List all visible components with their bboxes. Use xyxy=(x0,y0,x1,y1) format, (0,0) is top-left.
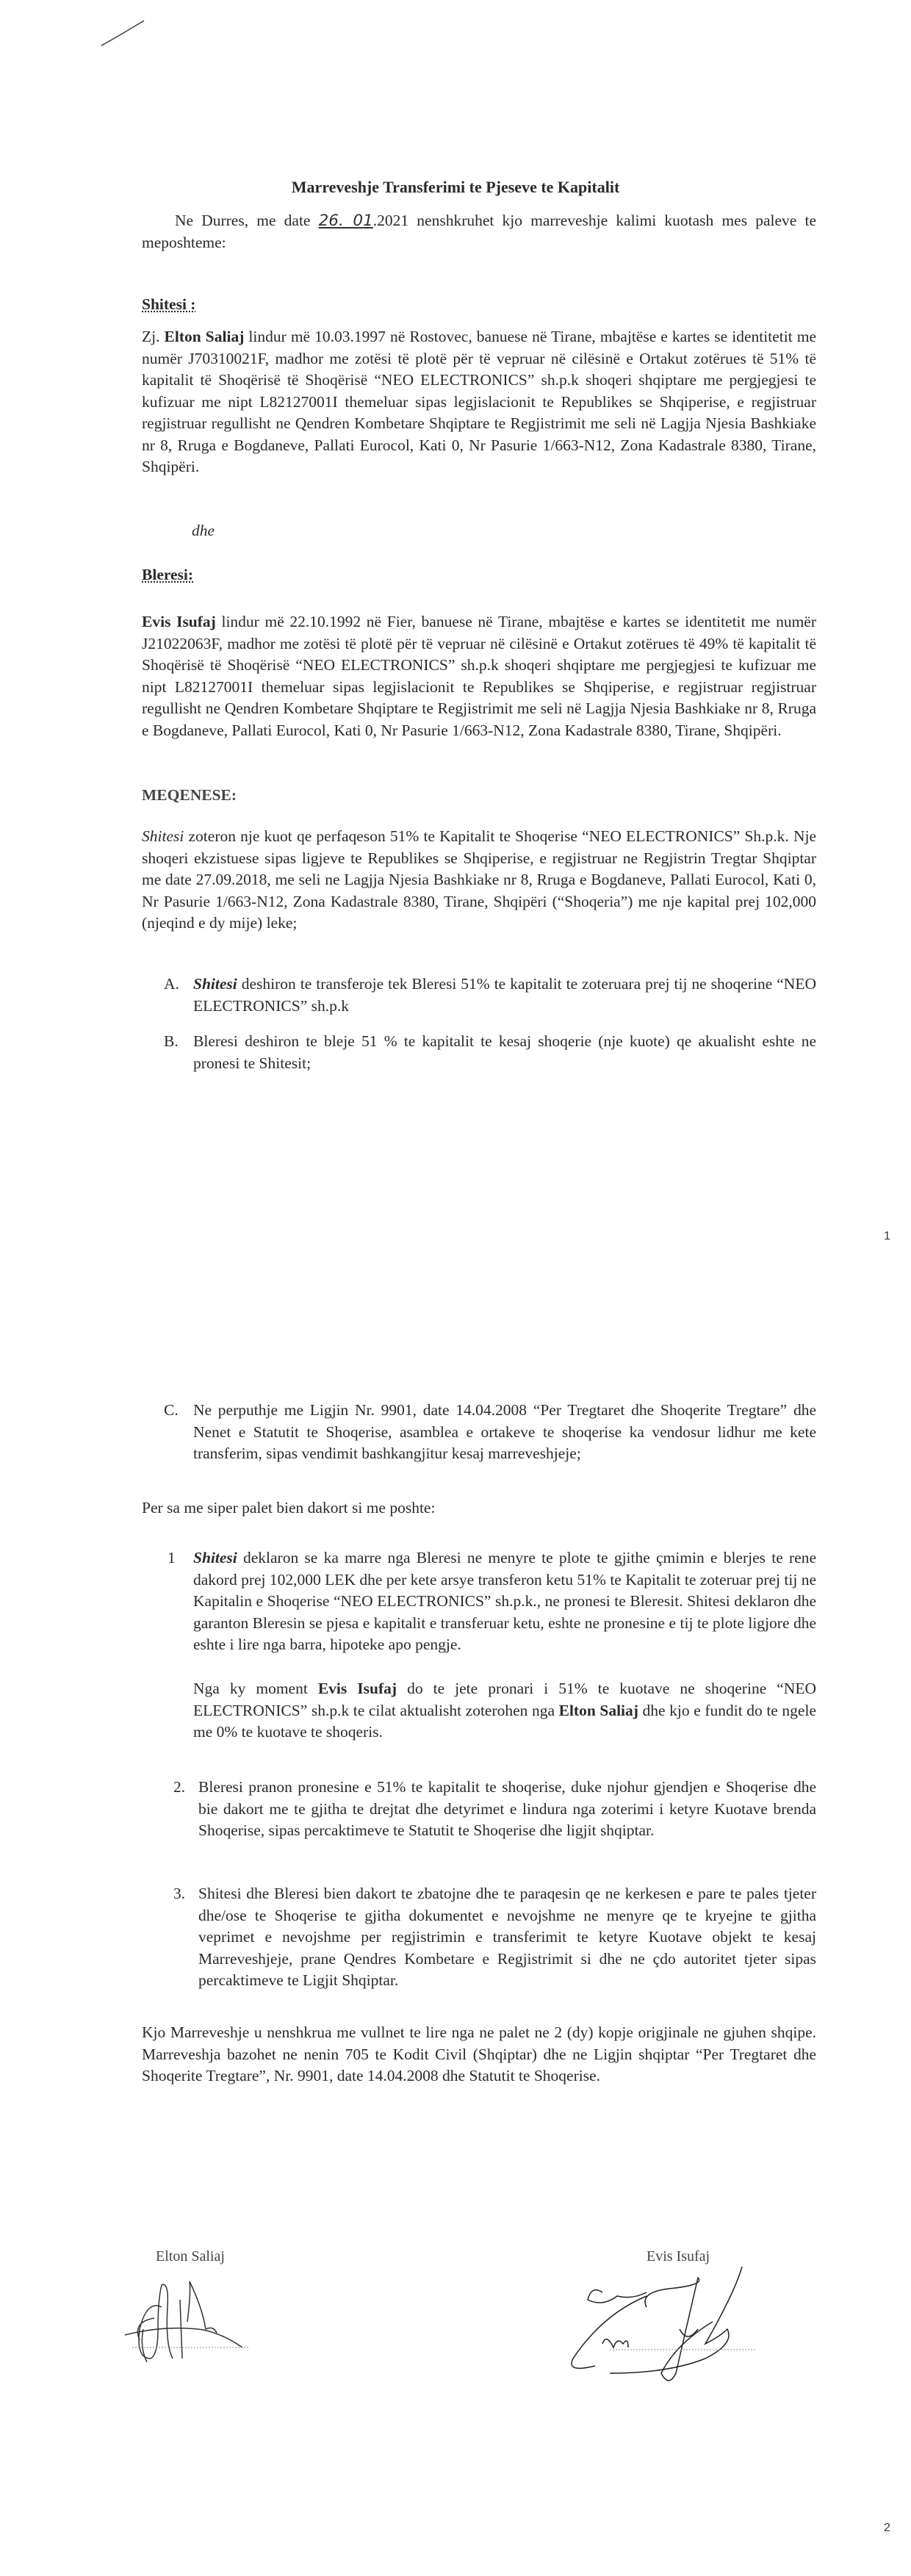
text-segment: Shitesi dhe Bleresi bien dakort te zbatojne dhe te paraqesin qe ne kerkesen e pare te pales tjeter dhe/ose te Shoqerise te gjitha dokumentet e nevojshme ne menyre qe te kryejne te gjitha veprimet e nevojshme per regjistrimin e transferimit te ketyre Kuotave objekt te kesaj Marreveshjeje, prane Qendres Kombetare e Regjistrimit si dhe ne çdo autoritet tjeter sipas percaktimeve te Ligjit Shqiptar. xyxy=(198,1885,816,1989)
text-segment: lindur më 10.03.1997 në Rostovec, banuese në Tirane, mbajtëse e kartes se identitetit me numër J70310021F, madhor me zotësi të plotë për të vepruar në cilësinë e Ortakut zotërues të 51% të kapitalit të Shoqërisë të Shoqërisë “NEO ELECTRONICS” sh.p.k shoqeri shqiptare me pergjegjesi te kufizuar me nipt L82127001I themeluar sipas legjislacionit te Republikes se Shqiperise, e regjistruar regjistruar regullisht ne Qendren Kombetare Shqiptare te Regjistrimit me seli në Lagjja Njesia Bashkiake nr 8, Rruga e Bogdaneve, Pallati Eurocol, Kati 0, Nr Pasurie 1/663-N12, Zona Kadastrale 8380, Tirane, Shqipëri. xyxy=(142,328,817,475)
buyer-heading: Bleresi: xyxy=(142,566,194,583)
item-marker-b: B. xyxy=(164,1032,179,1050)
clause-marker-3: 3. xyxy=(173,1885,186,1902)
seller-paragraph xyxy=(142,326,816,478)
intro-paragraph xyxy=(142,210,816,253)
clause-1 xyxy=(193,1547,816,1656)
buyer-signature-name: Evis Isufaj xyxy=(647,2248,710,2264)
item-marker-a: A. xyxy=(164,975,179,993)
item-marker-c: C. xyxy=(164,1401,179,1419)
text-segment: Shitesi xyxy=(142,827,184,845)
seller-signature-name: Elton Saliaj xyxy=(156,2248,225,2264)
text-segment: deshiron te transferoje tek Bleresi 51% te kapitalit te zoteruara prej tij ne shoqerine “NEO ELECTRONICS” sh.p.k xyxy=(193,975,816,1015)
text-segment: Ne perputhje me Ligjin Nr. 9901, date 14.04.2008 “Per Tregtaret dhe Shoqerite Tregtare” dhe Nenet e Statutit te Shoqerise, asamblea e ortakeve te shoqerise ka vendosur lidhur me kete transferim, sipas vendimit bashkangjitur kesaj marreveshjeje; xyxy=(193,1401,816,1462)
clause-3 xyxy=(198,1883,816,1992)
page-number-1: 1 xyxy=(884,1230,890,1242)
text-segment: Bleresi pranon pronesine e 51% te kapitalit te shoqerise, duke njohur gjendjen e Shoqerise dhe bie dakort me te gjitha te drejtat dhe detyrimet e lindura nga zoterimi i ketyre Kuotave brenda Shoqerise, sipas percaktimeve te Statutit te Shoqerise dhe ligjit shqiptar. xyxy=(198,1778,816,1839)
party-name: Elton Saliaj xyxy=(558,1701,638,1719)
seller-signature xyxy=(118,2278,264,2388)
intro-date-year: .2021 xyxy=(372,212,409,229)
handwritten-date: 26. 01 xyxy=(318,212,373,230)
party-name: Elton Saliaj xyxy=(164,328,245,345)
party-name: Evis Isufaj xyxy=(142,613,216,630)
clause-marker-1: 1 xyxy=(168,1549,176,1566)
intro-after: nenshkruhet kjo marreveshje kalimi kuotash mes paleve te meposhteme: xyxy=(142,212,816,251)
text-segment: dhe kjo e fundit do te ngele me 0% te kuotave te shoqeris. xyxy=(193,1701,816,1741)
text-segment: do te jete pronari i 51% te kuotave ne shoqerine “NEO ELECTRONICS” sh.p.k te cilat aktualisht zoterohen nga xyxy=(193,1680,816,1719)
intro-before: Ne Durres, me date xyxy=(175,212,319,229)
whereas-item-c xyxy=(193,1400,816,1465)
text-segment: Bleresi deshiron te bleje 51 % te kapitalit te kesaj shoqerie (nje kuote) qe akualisht eshte ne pronesi te Shitesit; xyxy=(193,1032,816,1072)
buyer-signature xyxy=(558,2263,793,2388)
party-name: Evis Isufaj xyxy=(317,1680,397,1697)
whereas-item-a xyxy=(193,974,816,1017)
buyer-paragraph xyxy=(142,611,816,741)
page-number-2: 2 xyxy=(884,2522,890,2534)
document-title: Marreveshje Transferimi te Pjeseve te Kapitalit xyxy=(291,178,620,196)
whereas-heading: MEQENESE: xyxy=(142,786,237,804)
clause-2 xyxy=(198,1777,816,1842)
pen-mark xyxy=(96,15,154,51)
text-segment: Nga ky moment xyxy=(193,1680,318,1697)
text-segment: deklaron se ka marre nga Bleresi ne menyre te plote te gjithe çmimin e blerjes te rene dakord prej 102,000 LEK dhe per kete arsye transferon ketu 51% te Kapitalit te zoteruar prej tij ne Kapitalin e Shoqerise “NEO ELECTRONICS” sh.p.k., ne pronesi te Bleresit. Shitesi deklaron dhe garanton Bleresin se pjesa e kapitalit e transferuar ketu, eshte ne pronesine e tij te plote ligjore dhe eshte i lire nga barra, hipoteke apo pengje. xyxy=(193,1549,816,1653)
text-segment: lindur më 22.10.1992 në Fier, banuese në Tirane, mbajtëse e kartes se identitetit me numër J21022063F, madhor me zotësi të plotë për të vepruar në cilësinë e Ortakut zotërues të 49% të kapitalit të Shoqërisë të Shoqërisë “NEO ELECTRONICS” sh.p.k shoqeri shqiptare me pergjegjesi te kufizuar me nipt L82127001I themeluar sipas legjislacionit te Republikes se Shqiperise, e regjistruar regjistruar regullisht ne Qendren Kombetare Shqiptare te Regjistrimit me seli në Lagjja Njesia Bashkiake nr 8, Rruga e Bogdaneve, Pallati Eurocol, Kati 0, Nr Pasurie 1/663-N12, Zona Kadastrale 8380, Tirane, Shqipëri. xyxy=(142,613,816,739)
text-segment: zoteron nje kuot qe perfaqeson 51% te Kapitalit te Shoqerise “NEO ELECTRONICS” Sh.p.k. Nje shoqeri ekzistuese sipas ligjeve te Republikes se Shqiperise, e regjistruar ne Regjistrin Tregtar Shqiptar me date 27.09.2018, me seli ne Lagjja Njesia Bashkiake nr 8, Rruga e Bogdaneve, Pallati Eurocol, Kati 0, Nr Pasurie 1/663-N12, Zona Kadastrale 8380, Tirane, Shqipëri (“Shoqeria”) me nje kapital prej 102,000 (njeqind e dy mije) leke; xyxy=(142,827,816,932)
party-name: Shitesi xyxy=(193,975,237,993)
text-segment: Zj. xyxy=(142,328,165,345)
seller-heading: Shitesi : xyxy=(142,295,196,313)
agreement-intro: Per sa me siper palet bien dakort si me poshte: xyxy=(142,1499,436,1517)
whereas-item-b xyxy=(193,1031,816,1074)
connector-dhe: dhe xyxy=(192,522,215,539)
closing-paragraph: Kjo Marreveshje u nenshkrua me vullnet te lire nga ne palet ne 2 (dy) kopje origjinale ne gjuhen shqipe. Marreveshja bazohet ne nenin 705 te Kodit Civil (Shqiptar) dhe ne Ligjin shqiptar “Per Tregtaret dhe Shoqerite Tregtare”, Nr. 9901, date 14.04.2008 dhe Statutit te Shoqerise. xyxy=(142,2023,816,2084)
clause-1-continuation xyxy=(193,1678,816,1744)
clause-marker-2: 2. xyxy=(173,1778,186,1796)
party-name: Shitesi xyxy=(193,1549,237,1566)
whereas-paragraph xyxy=(142,826,816,935)
